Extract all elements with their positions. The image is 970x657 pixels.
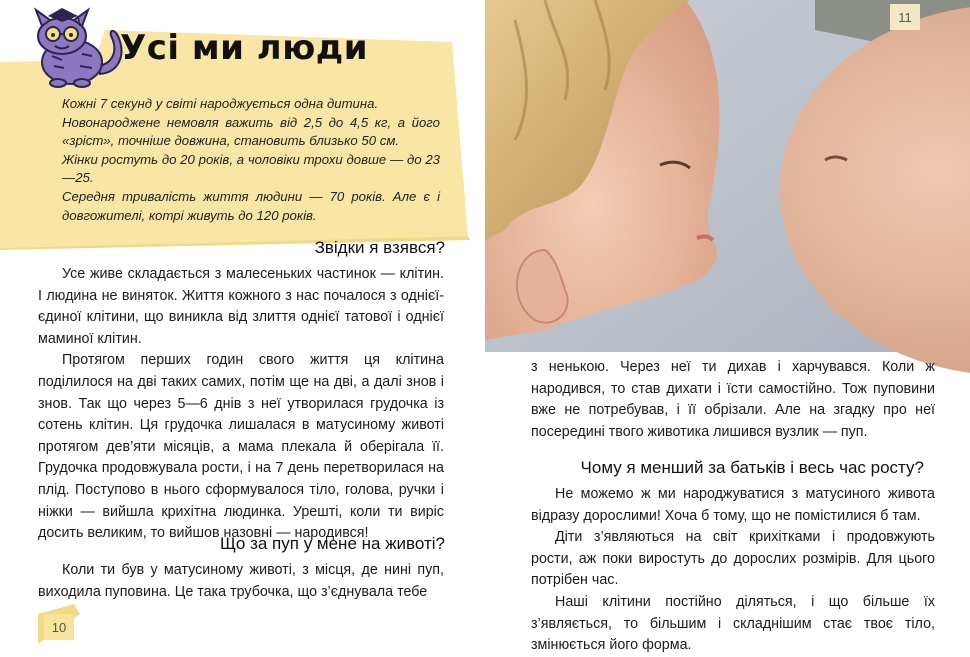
left-page <box>0 0 485 640</box>
paragraph: Протягом перших годин свого життя ця клітина поділилося на дві таких самих, потім ще на дві, а далі знов і знов. Так що через 5—6 днів з неї утворилася грудочка із сотень клітин. Ця грудочка лишалася в матусиному животі протягом дев’яти місяців, а мама плекала й оберігала її. Грудочка продовжувала рости, і на 7 день перетворилася на плід. Поступово в нього сформувалося тіло, голова, ручки і ніжки — вийшла крихітна людинка. Урешті, коли ти виріс досить великим, то вийшов назовні — народився! <box>38 352 444 542</box>
paragraph: з ненькою. Через неї ти дихав і харчувався. Коли ж народився, то став дихати і їсти самостійно. Тож пуповини вже не потребував, і її обрізали. Але на згадку про неї посередині твого животика лишився вузлик — пуп. <box>531 359 935 440</box>
paragraph: Коли ти був у матусиному животі, з місця, де нині пуп, виходила пуповина. Це така трубочка, що з’єднувала тебе <box>38 562 444 600</box>
fact-item: Жінки ростуть до 20 років, а чоловіки трохи довше — до 23—25. <box>62 151 440 186</box>
fact-item: Середня тривалість життя людини — 70 років. Але є і довгожителі, котрі живуть до 120 років. <box>62 188 440 223</box>
right-page <box>485 0 970 654</box>
section-heading: Чому я менший за батьків і весь час росту? <box>580 458 924 477</box>
section-body <box>531 484 935 657</box>
fact-item: Новонароджене немовля важить від 2,5 до 4,5 кг, а його «зріст», точніше довжина, становить близько 50 см. <box>62 114 440 149</box>
page-number: 10 <box>44 614 74 640</box>
facts-list <box>62 95 440 225</box>
paragraph: Діти з’являються на світ крихітками і продовжують рости, аж поки виростуть до дорослих розмірів. Для цього потрібен час. <box>531 529 935 589</box>
page-number: 11 <box>890 4 920 30</box>
paragraph: Усе живе складається з малесеньких частинок — клітин. І людина не виняток. Життя кожного з нас почалося з однієї-єдиної клітини, що виникла від злиття однієї татової і однієї маминої клітин. <box>38 266 444 347</box>
section-body <box>38 264 444 545</box>
section-heading: Що за пуп у мене на животі? <box>219 534 445 553</box>
section-body <box>531 357 935 443</box>
paragraph: Наші клітини постійно діляться, і що більше їх з’являється, то більшим і складнішим стає твоє тіло, змінюється його форма. <box>531 593 935 654</box>
page-title: Усі ми люди <box>120 28 369 68</box>
cat-scholar-icon <box>22 4 132 89</box>
fact-item: Кожні 7 секунд у світі народжується одна дитина. <box>62 96 379 111</box>
paragraph: Не можемо ж ми народжуватися з матусиного живота відразу дорослими! Хоча б тому, що не помістилися б там. <box>531 486 935 524</box>
section-body <box>38 560 444 603</box>
child-and-belly-photo <box>485 0 970 352</box>
section-heading: Звідки я взявся? <box>314 238 445 257</box>
